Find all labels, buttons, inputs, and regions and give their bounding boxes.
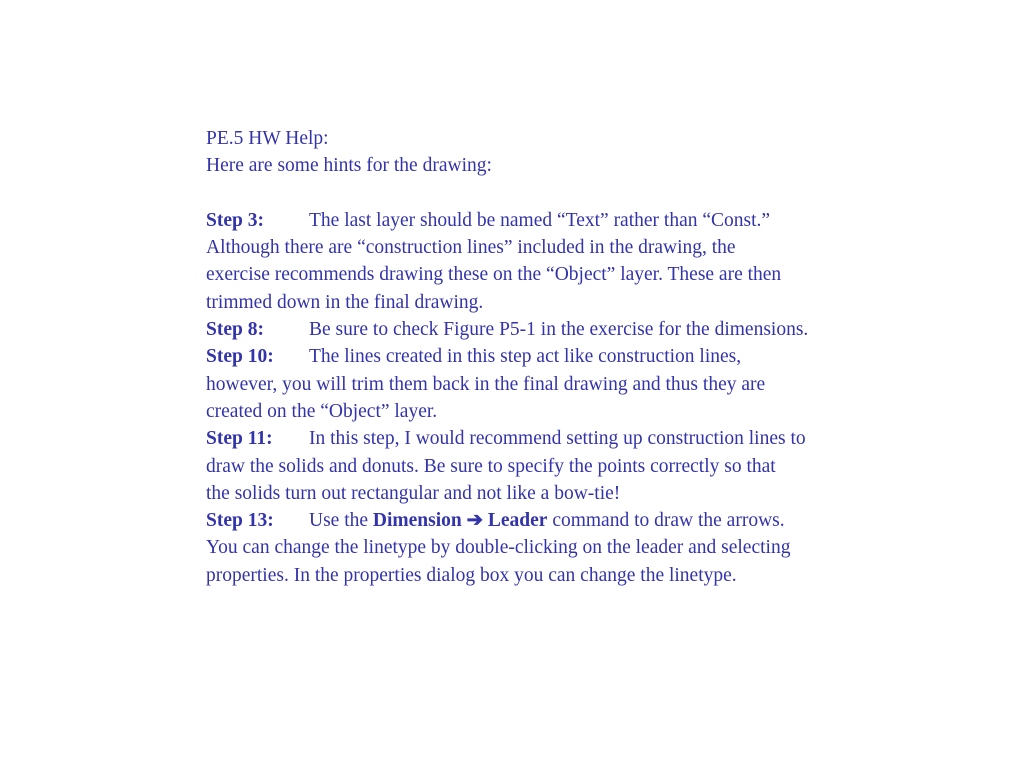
step-label: Step 11: [206,428,273,450]
step-text: however, you will trim them back in the final drawing and thus they are [206,373,766,395]
command-leader: Leader [487,510,548,532]
step-label: Step 10: [206,346,274,368]
step-text: The last layer should be named “Text” rather than “Const.” [309,209,771,231]
step-3 [206,207,906,316]
step-label: Step 3: [206,209,264,231]
step-label: Step 8: [206,319,264,341]
step-13 [206,507,906,589]
step-text: trimmed down in the final drawing. [206,291,484,313]
step-10 [206,343,906,425]
slide-content [206,125,906,589]
step-text-suffix: command to draw the arrows. [547,510,785,532]
step-label: Step 13: [206,510,274,532]
command-dimension: Dimension [372,510,462,532]
step-text: Although there are “construction lines” included in the drawing, the [206,237,736,259]
step-text-prefix: Use the [309,510,373,532]
step-text: created on the “Object” layer. [206,400,438,422]
step-text: The lines created in this step act like construction lines, [309,346,742,368]
step-text: exercise recommends drawing these on the “Object” layer. These are then [206,264,782,286]
step-text: properties. In the properties dialog box you can change the linetype. [206,564,737,586]
step-text: Be sure to check Figure P5-1 in the exercise for the dimensions. [309,319,809,341]
step-text: In this step, I would recommend setting up construction lines to [309,428,806,450]
step-8 [206,316,906,343]
spacer [206,180,906,207]
step-text: You can change the linetype by double-clicking on the leader and selecting [206,537,791,559]
page-subtitle: Here are some hints for the drawing: [206,155,492,177]
step-11 [206,425,906,507]
step-text: the solids turn out rectangular and not like a bow-tie! [206,482,621,504]
page-title: PE.5 HW Help: [206,128,329,149]
arrow-right-icon: ➔ [466,510,483,532]
step-text: draw the solids and donuts. Be sure to specify the points correctly so that [206,455,776,477]
